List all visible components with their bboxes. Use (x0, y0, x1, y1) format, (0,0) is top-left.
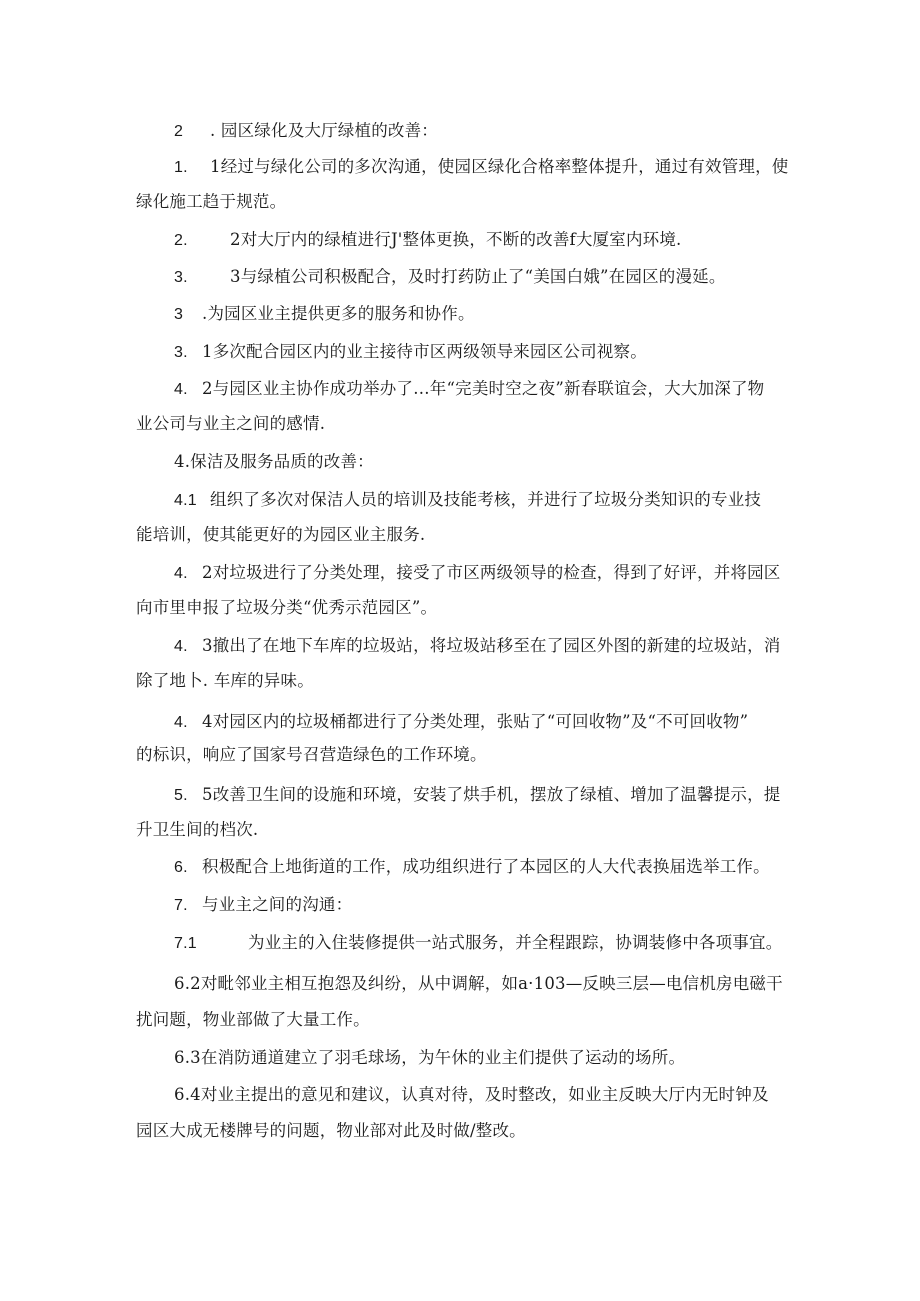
paragraph-line (174, 563, 781, 584)
paragraph-line: 6.3在消防通道建立了羽毛球场，为午休的业主们提供了运动的场所。 (174, 1048, 686, 1067)
paragraph-line (174, 267, 726, 288)
item-number: 4. (174, 565, 188, 582)
item-number: 6. (174, 859, 188, 876)
item-number: 5. (174, 787, 188, 804)
paragraph-line: 6.4对业主提出的意见和建议，认真对待，及时整改，如业主反映大厅内无时钟及 (174, 1085, 769, 1104)
paragraph-continuation: 除了地卜. 车库的异味。 (136, 671, 314, 690)
paragraph-line (174, 785, 781, 806)
item-text: 2与园区业主协作成功举办了…年“完美时空之夜”新春联谊会，大大加深了物 (202, 379, 765, 398)
item-text: 与业主之间的沟通： (202, 895, 353, 914)
paragraph-line (174, 490, 761, 511)
paragraph-continuation: 能培训，使其能更好的为园区业主服务. (136, 525, 426, 544)
item-number: 2. (174, 232, 188, 249)
item-text: . 园区绿化及大厅绿植的改善： (210, 121, 438, 140)
paragraph-line (174, 712, 748, 733)
item-text: 1多次配合园区内的业主接待市区两级领导来园区公司视察。 (202, 342, 647, 361)
section-heading-4: 4.保洁及服务品质的改善： (174, 452, 374, 471)
item-number: 4.1 (174, 492, 197, 509)
item-text: 3与绿植公司积极配合，及时打药防止了“美国白娥”在园区的漫延。 (230, 267, 726, 286)
item-number: 7. (174, 897, 188, 914)
paragraph-continuation: 园区大成无楼牌号的问题，物业部对此及时做/整改。 (136, 1121, 526, 1140)
paragraph-line (174, 342, 647, 363)
item-text: .为园区业主提供更多的服务和协作。 (202, 304, 475, 323)
item-text: 5改善卫生间的设施和环境，安装了烘手机，摆放了绿植、增加了温馨提示，提 (202, 785, 781, 804)
item-number: 3. (174, 269, 188, 286)
item-number: 3. (174, 344, 188, 361)
paragraph-continuation: 的标识，响应了国家号召营造绿色的工作环境。 (136, 745, 487, 764)
paragraph-line (174, 379, 764, 400)
item-text: 4对园区内的垃圾桶都进行了分类处理，张贴了“可回收物”及“不可回收物” (202, 712, 749, 731)
item-number: 3 (174, 306, 184, 323)
item-text: 2对大厅内的绿植进行J'整体更换，不断的改善f大厦室内环境. (230, 230, 682, 249)
item-text: 积极配合上地街道的工作，成功组织进行了本园区的人大代表换届选举工作。 (202, 857, 770, 876)
paragraph-continuation: 升卫生间的档次. (136, 820, 259, 839)
item-number: 7.1 (174, 935, 197, 952)
item-number: 4. (174, 381, 188, 398)
paragraph-continuation: 业公司与业主之间的感情. (136, 414, 326, 433)
item-number: 1. (174, 159, 188, 176)
paragraph-line (174, 636, 781, 657)
paragraph-line (174, 933, 782, 954)
item-text: 为业主的入住装修提供一站式服务，并全程跟踪，协调装修中各项事宜。 (248, 933, 783, 952)
item-text: 3撤出了在地下车库的垃圾站，将垃圾站移至在了园区外图的新建的垃圾站，消 (202, 636, 781, 655)
section-heading-7 (174, 895, 352, 916)
paragraph-line (174, 857, 770, 878)
item-number: 2 (174, 123, 184, 140)
paragraph-continuation: 绿化施工趋于规范。 (136, 192, 287, 211)
item-text: 组织了多次对保洁人员的培训及技能考核，并进行了垃圾分类知识的专业技 (210, 490, 762, 509)
paragraph-line (174, 157, 789, 178)
item-number: 4. (174, 638, 188, 655)
item-text: 2对垃圾进行了分类处理，接受了市区两级领导的检查，得到了好评，并将园区 (202, 563, 781, 582)
paragraph-line: 6.2对毗邻业主相互抱怨及纠纷，从中调解，如a·103—反映三层—电信机房电磁干 (174, 974, 783, 993)
paragraph-continuation: 向市里申报了垃圾分类“优秀示范园区”。 (136, 598, 438, 617)
section-heading-2 (174, 121, 438, 142)
section-heading-3 (174, 304, 475, 325)
item-number: 4. (174, 714, 188, 731)
paragraph-line (174, 230, 682, 251)
item-text: 1经过与绿化公司的多次沟通，使园区绿化合格率整体提升，通过有效管理，使 (210, 157, 789, 176)
paragraph-continuation: 扰问题，物业部做了大量工作。 (136, 1010, 370, 1029)
